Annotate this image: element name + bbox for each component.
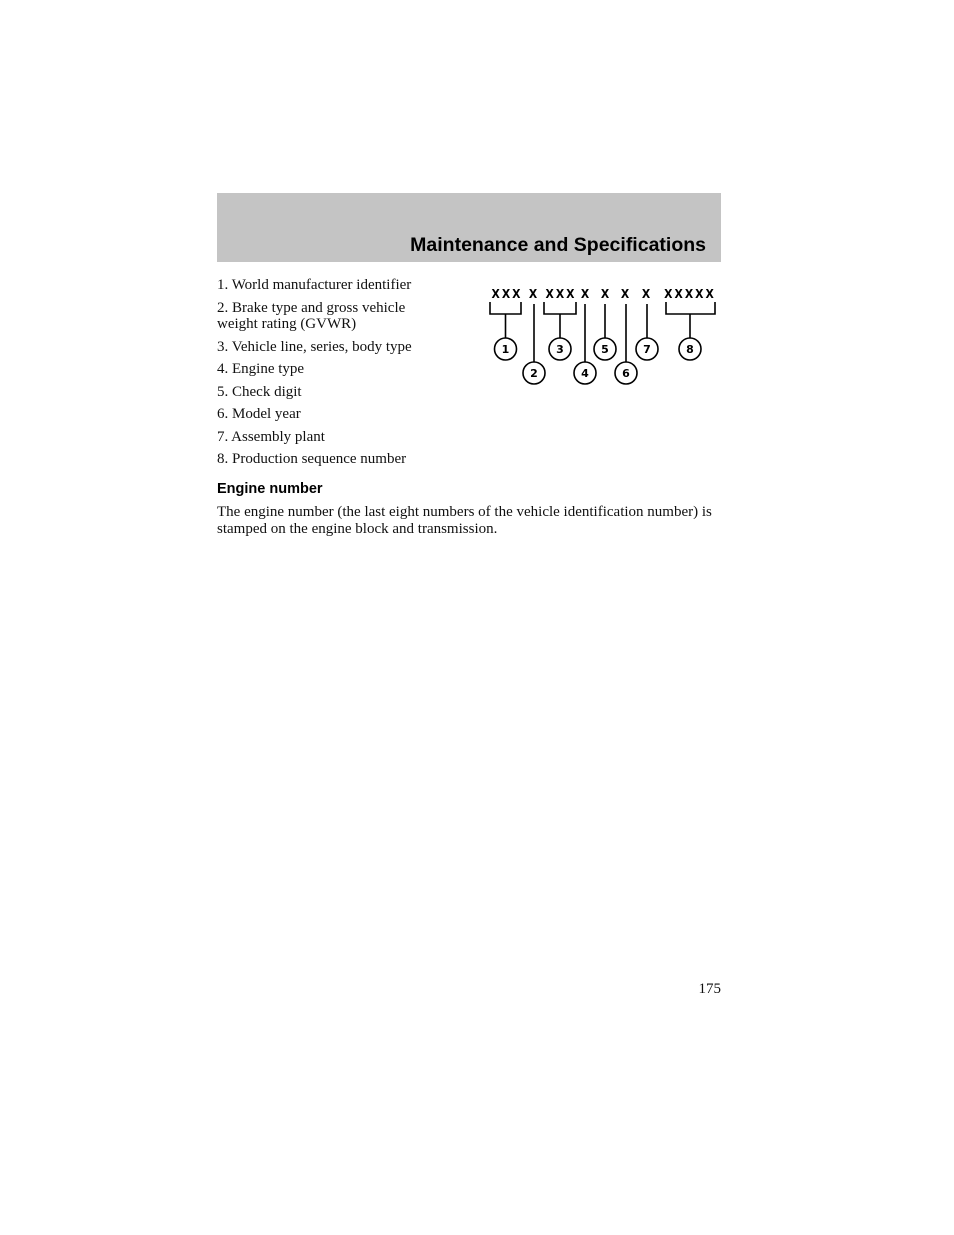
engine-number-heading: Engine number xyxy=(217,481,323,497)
vin-group-2: X xyxy=(528,287,540,301)
vin-group-8: XXXXX xyxy=(664,287,716,301)
callout-label-6: 6 xyxy=(622,367,630,380)
callout-label-4: 4 xyxy=(581,367,589,380)
page-number: 175 xyxy=(698,981,721,997)
section-title: Maintenance and Specifications xyxy=(410,234,706,256)
callout-label-3: 3 xyxy=(556,343,564,356)
callout-label-2: 2 xyxy=(530,367,538,380)
legend-item: 5. Check digit xyxy=(217,383,302,400)
legend-item: 4. Engine type xyxy=(217,361,305,377)
bracket-1 xyxy=(490,302,521,338)
vin-diagram xyxy=(480,282,725,392)
engine-number-text: The engine number (the last eight numbers of the vehicle identification number) is stamped on the engine block and transmission. xyxy=(217,504,712,537)
vin-group-4: X xyxy=(580,287,592,301)
legend-item: 3. Vehicle line, series, body type xyxy=(217,338,412,355)
callout-label-7: 7 xyxy=(643,343,651,356)
vin-group-1: XXX xyxy=(491,287,523,301)
legend-item: 7. Assembly plant xyxy=(217,428,325,445)
legend-item: 2. Brake type and gross vehicle weight rating (GVWR) xyxy=(217,299,406,332)
vin-group-7: X xyxy=(641,287,653,301)
legend-item: 8. Production sequence number xyxy=(217,451,407,467)
legend-item: 6. Model year xyxy=(217,406,301,422)
vin-group-3: XXX xyxy=(545,287,577,301)
vin-group-5: X xyxy=(600,287,612,301)
vin-group-6: X xyxy=(620,287,632,301)
section-header-band xyxy=(217,193,721,262)
callout-label-5: 5 xyxy=(601,343,609,356)
bracket-3 xyxy=(544,302,576,338)
bracket-8 xyxy=(666,302,715,338)
legend-item: 1. World manufacturer identifier xyxy=(217,277,412,293)
callout-label-1: 1 xyxy=(501,343,510,356)
callout-label-8: 8 xyxy=(686,343,694,356)
vin-legend-list xyxy=(217,277,447,474)
